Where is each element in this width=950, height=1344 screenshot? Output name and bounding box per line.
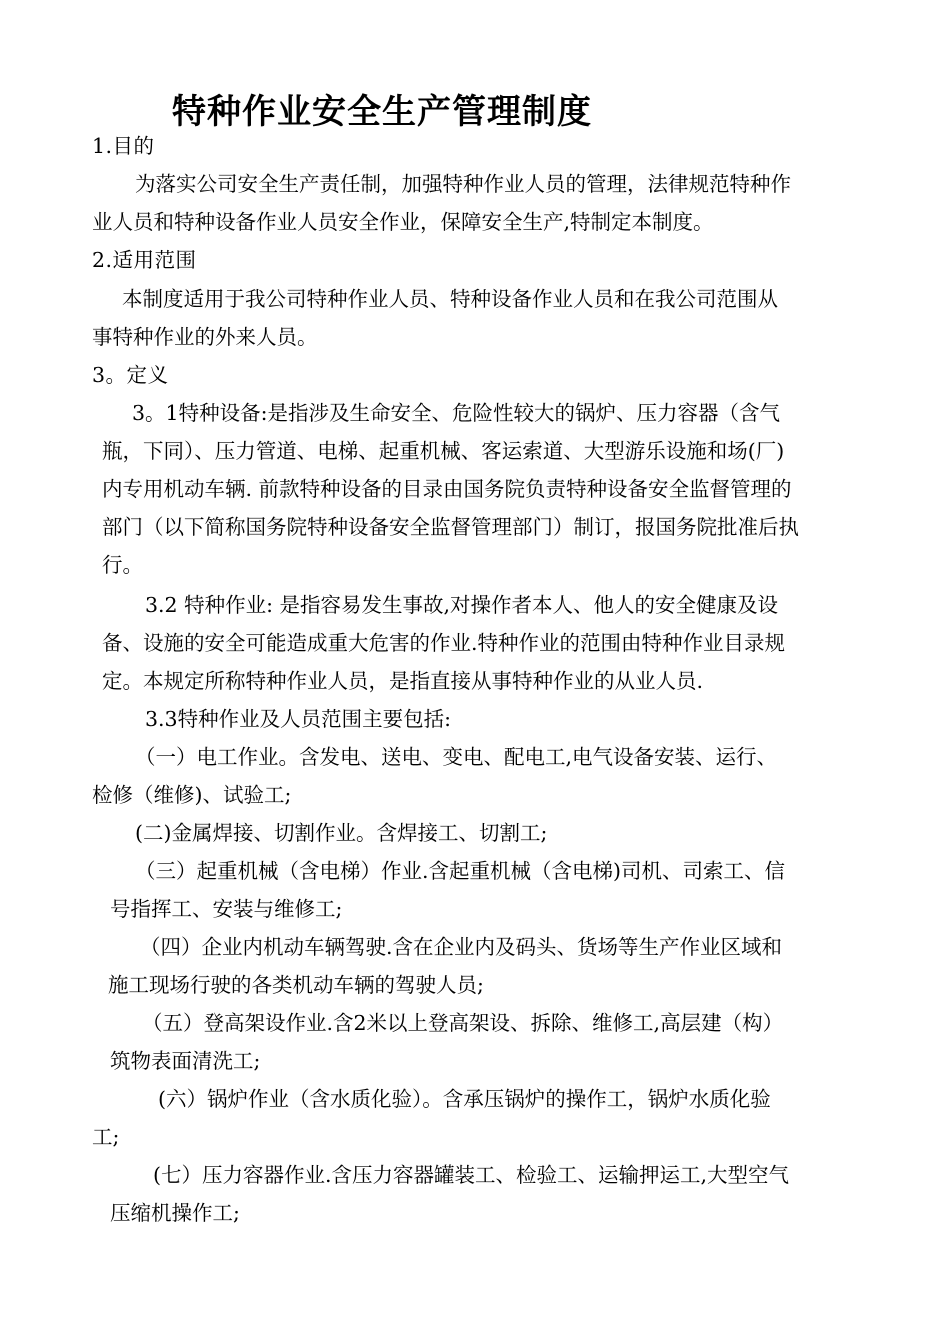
paragraph-line: 3.2 特种作业: 是指容易发生事故,对操作者本人、他人的安全健康及设 [145, 593, 779, 617]
paragraph-line: 内专用机动车辆. 前款特种设备的目录由国务院负责特种设备安全监督管理的 [102, 477, 792, 501]
paragraph-line: 3.3特种作业及人员范围主要包括: [145, 707, 452, 731]
paragraph-line: 备、设施的安全可能造成重大危害的作业.特种作业的范围由特种作业目录规 [102, 631, 786, 655]
document-title: 特种作业安全生产管理制度 [172, 92, 592, 132]
section-heading-scope: 2.适用范围 [92, 248, 197, 272]
section-heading-definition: 3。定义 [92, 363, 169, 387]
list-item-line: （四）企业内机动车辆驾驶.含在企业内及码头、货场等生产作业区域和 [140, 935, 783, 959]
list-item-line: 压缩机操作工; [110, 1201, 240, 1225]
list-item-line: 工; [92, 1125, 120, 1149]
paragraph-line: 行。 [102, 553, 143, 577]
list-item-line: 号指挥工、安装与维修工; [110, 897, 343, 921]
paragraph-line: 为落实公司安全生产责任制，加强特种作业人员的管理，法律规范特种作 [135, 172, 791, 196]
list-item-line: (六）锅炉作业（含水质化验）。含承压锅炉的操作工，锅炉水质化验 [158, 1087, 771, 1111]
paragraph-line: 3。1特种设备:是指涉及生命安全、危险性较大的锅炉、压力容器（含气 [132, 401, 780, 425]
list-item-line: 施工现场行驶的各类机动车辆的驾驶人员; [108, 973, 484, 997]
paragraph-line: 本制度适用于我公司特种作业人员、特种设备作业人员和在我公司范围从 [122, 287, 778, 311]
paragraph-line: 业人员和特种设备作业人员安全作业，保障安全生产,特制定本制度。 [92, 210, 714, 234]
list-item-line: (二)金属焊接、切割作业。含焊接工、切割工; [135, 821, 548, 845]
list-item-line: （五）登高架设作业.含2米以上登高架设、拆除、维修工,高层建（构） [142, 1011, 784, 1035]
list-item-line: （一）电工作业。含发电、送电、变电、配电工,电气设备安装、运行、 [135, 745, 778, 769]
paragraph-line: 定。本规定所称特种作业人员，是指直接从事特种作业的从业人员. [102, 669, 704, 693]
list-item-line: 筑物表面清洗工; [110, 1049, 261, 1073]
list-item-line: （三）起重机械（含电梯）作业.含起重机械（含电梯)司机、司索工、信 [135, 859, 786, 883]
list-item-line: (七）压力容器作业.含压力容器罐装工、检验工、运输押运工,大型空气 [153, 1163, 790, 1187]
paragraph-line: 部门（以下简称国务院特种设备安全监督管理部门）制订，报国务院批准后执 [102, 515, 799, 539]
paragraph-line: 事特种作业的外来人员。 [92, 325, 318, 349]
section-heading-purpose: 1.目的 [92, 134, 155, 158]
list-item-line: 检修（维修)、试验工; [92, 783, 292, 807]
paragraph-line: 瓶，下同）、压力管道、电梯、起重机械、客运索道、大型游乐设施和场(厂) [102, 439, 785, 463]
